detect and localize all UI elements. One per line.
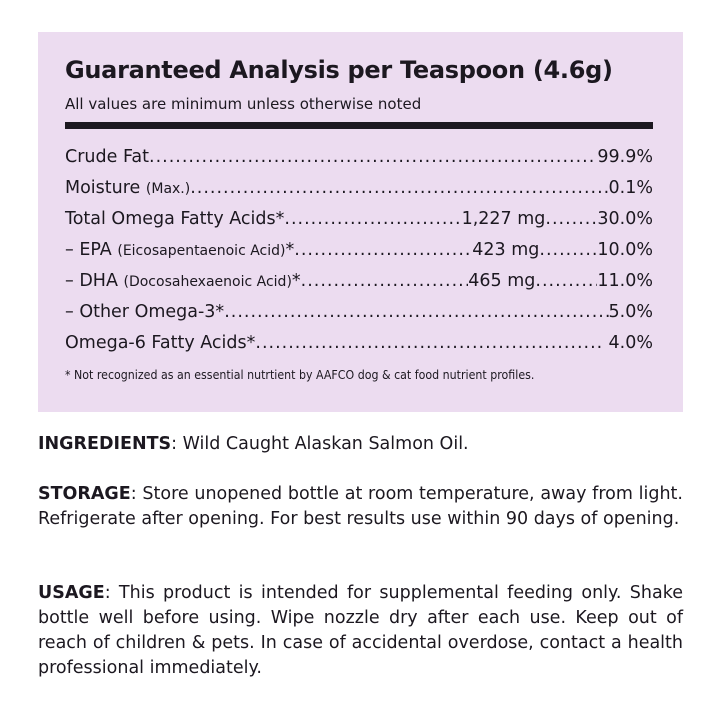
dot-leader (539, 238, 597, 262)
storage-heading: STORAGE (38, 484, 131, 504)
row-percent: 11.0% (597, 271, 653, 291)
row-percent: 0.1% (608, 178, 653, 198)
analysis-row-crude-fat (65, 145, 653, 169)
analysis-row-epa (65, 238, 653, 263)
row-percent: 99.9% (597, 147, 653, 167)
row-percent: 5.0% (608, 302, 653, 322)
row-mg: 423 mg (472, 240, 540, 260)
row-label: Omega-6 Fatty Acids* (65, 333, 256, 353)
row-label: Moisture (Max.) (65, 178, 191, 198)
analysis-row-total-omega (65, 207, 653, 231)
row-label: – EPA (Eicosapentaenoic Acid)* (65, 240, 295, 260)
guaranteed-analysis-panel (38, 32, 683, 412)
dot-leader (284, 207, 461, 231)
row-mg: 465 mg (468, 271, 536, 291)
analysis-row-other-omega3 (65, 300, 653, 324)
ingredients-text: : Wild Caught Alaskan Salmon Oil. (171, 434, 469, 454)
row-percent: 4.0% (608, 333, 653, 353)
title-divider (65, 122, 653, 129)
dot-leader (190, 176, 608, 200)
dot-leader (301, 269, 469, 293)
dot-leader (294, 238, 472, 262)
analysis-title: Guaranteed Analysis per Teaspoon (4.6g) (65, 56, 613, 84)
row-label-note: (Eicosapentaenoic Acid) (117, 243, 286, 259)
dot-leader (149, 145, 597, 169)
usage-text: : This product is intended for supplemental feeding only. Shake bottle well before using. Wipe nozzle dry after each use. Keep out of reach of children & pets. In case of accidental overdose, contact a health professional immediately. (38, 583, 683, 678)
ingredients-section (38, 432, 683, 457)
dot-leader (255, 331, 602, 355)
analysis-row-moisture (65, 176, 653, 201)
usage-section (38, 581, 683, 681)
dot-leader (535, 269, 597, 293)
row-label: – Other Omega-3* (65, 302, 225, 322)
analysis-subtitle: All values are minimum unless otherwise noted (65, 95, 422, 113)
row-percent: 10.0% (597, 240, 653, 260)
row-label-note: (Max.) (145, 181, 191, 197)
row-percent: 30.0% (597, 209, 653, 229)
row-label-note: (Docosahexaenoic Acid) (123, 274, 292, 290)
dot-leader (224, 300, 608, 324)
row-label: Total Omega Fatty Acids* (65, 209, 285, 229)
usage-heading: USAGE (38, 583, 105, 603)
analysis-row-omega6 (65, 331, 653, 355)
ingredients-heading: INGREDIENTS (38, 434, 172, 454)
row-label: – DHA (Docosahexaenoic Acid)* (65, 271, 301, 291)
storage-text: : Store unopened bottle at room temperature, away from light. Refrigerate after opening. For best results use within 90 days of opening. (38, 484, 683, 529)
analysis-row-dha (65, 269, 653, 294)
row-label: Crude Fat (65, 147, 149, 167)
dot-leader (545, 207, 597, 231)
analysis-footnote: * Not recognized as an essential nutrtient by AAFCO dog & cat food nutrient profiles. (65, 368, 535, 382)
row-mg: 1,227 mg (461, 209, 546, 229)
storage-section (38, 482, 683, 532)
